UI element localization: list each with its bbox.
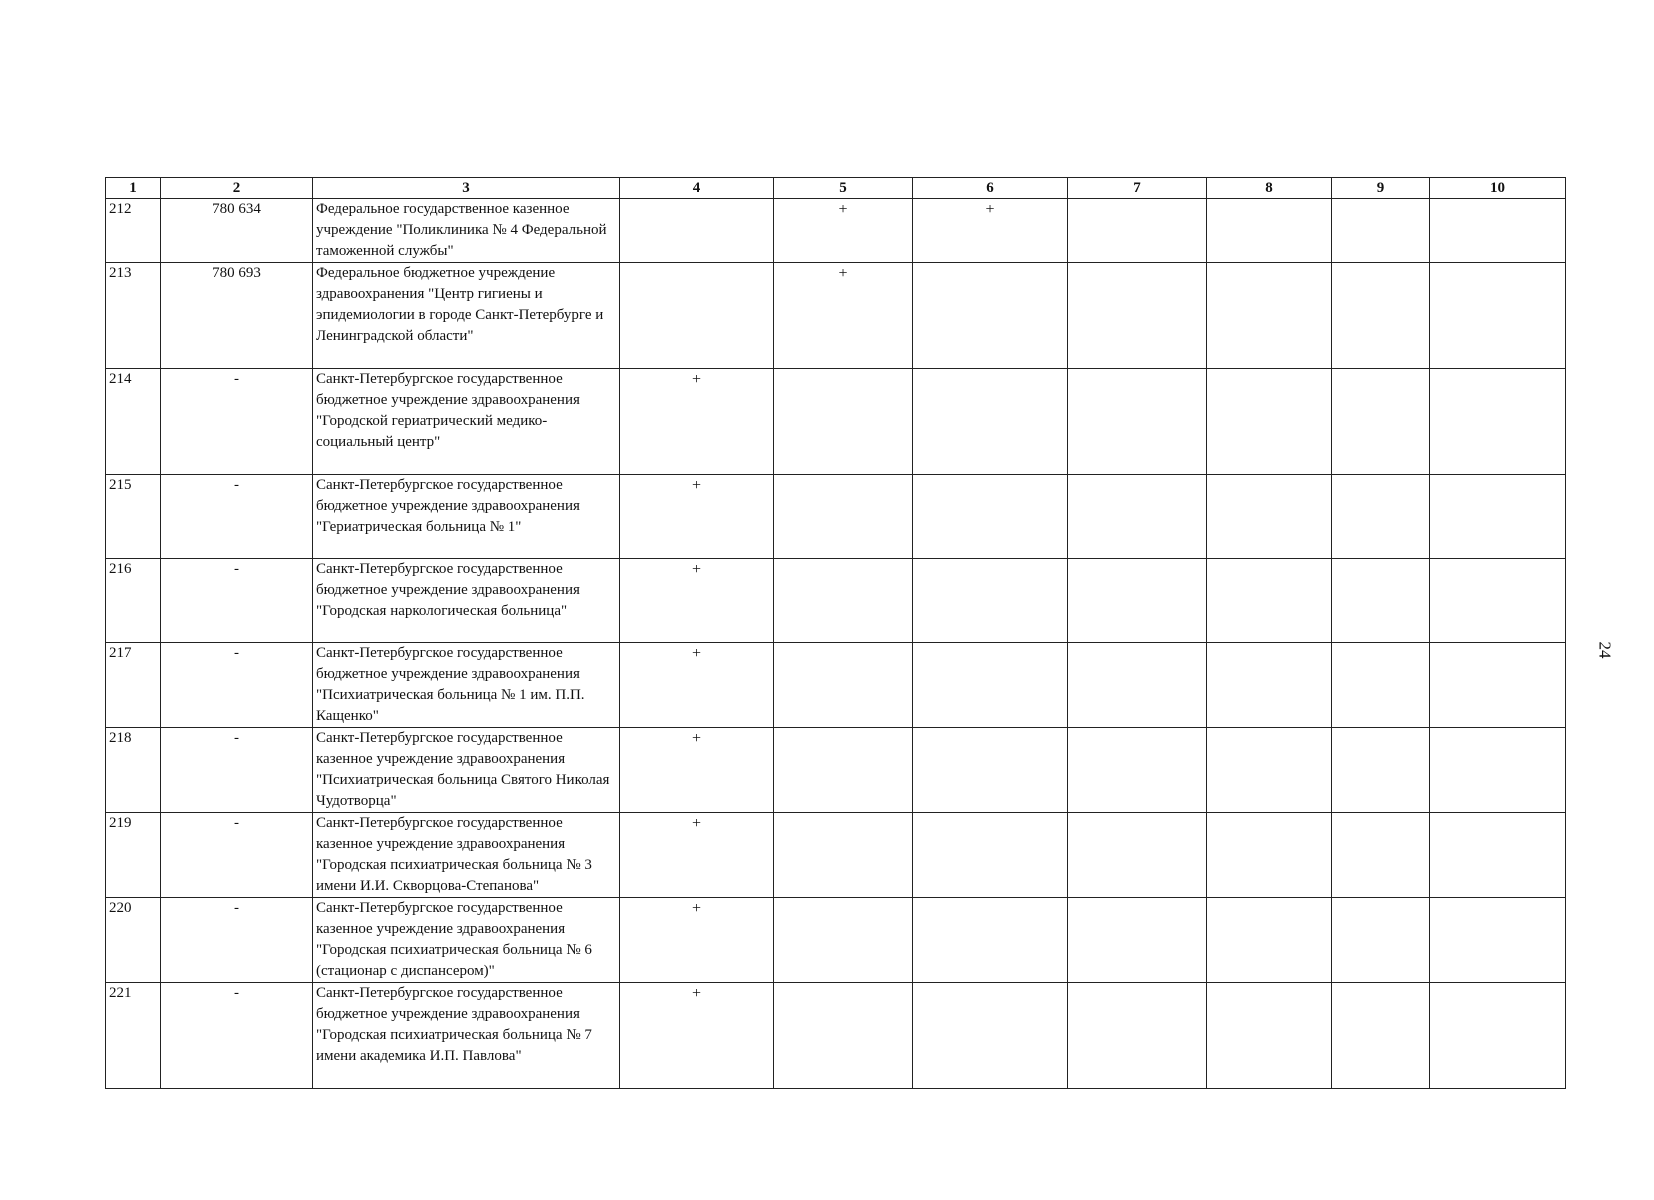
- row-code: -: [161, 559, 313, 643]
- row-col-7: [1068, 559, 1207, 643]
- row-col-9: [1332, 475, 1430, 559]
- row-col-9: [1332, 199, 1430, 263]
- row-name: Санкт-Петербургское государственное казенное учреждение здравоохранения "Городская психиатрическая больница № 6 (стационар с диспансером)": [313, 898, 620, 983]
- row-col-5: [774, 898, 913, 983]
- table-row: [106, 728, 1566, 813]
- row-col-4: +: [620, 643, 774, 728]
- header-col-5: 5: [774, 178, 913, 199]
- row-code: -: [161, 475, 313, 559]
- row-number: 212: [106, 199, 161, 263]
- row-col-10: [1430, 983, 1566, 1089]
- row-number: 215: [106, 475, 161, 559]
- row-col-9: [1332, 983, 1430, 1089]
- row-col-4: +: [620, 475, 774, 559]
- row-number: 218: [106, 728, 161, 813]
- row-code: 780 634: [161, 199, 313, 263]
- row-col-6: [913, 898, 1068, 983]
- table-row: [106, 199, 1566, 263]
- row-code: -: [161, 728, 313, 813]
- row-code: -: [161, 898, 313, 983]
- table-row: [106, 475, 1566, 559]
- row-col-4: +: [620, 898, 774, 983]
- row-col-6: [913, 263, 1068, 369]
- row-col-10: [1430, 898, 1566, 983]
- row-col-8: [1207, 983, 1332, 1089]
- header-col-6: 6: [913, 178, 1068, 199]
- header-col-9: 9: [1332, 178, 1430, 199]
- row-col-8: [1207, 728, 1332, 813]
- row-col-8: [1207, 643, 1332, 728]
- row-col-8: [1207, 559, 1332, 643]
- row-col-4: +: [620, 813, 774, 898]
- row-col-10: [1430, 813, 1566, 898]
- row-col-8: [1207, 263, 1332, 369]
- row-number: 213: [106, 263, 161, 369]
- row-code: -: [161, 813, 313, 898]
- row-col-6: [913, 475, 1068, 559]
- row-number: 217: [106, 643, 161, 728]
- row-col-4: [620, 199, 774, 263]
- header-col-7: 7: [1068, 178, 1207, 199]
- row-col-7: [1068, 475, 1207, 559]
- row-number: 214: [106, 369, 161, 475]
- row-col-7: [1068, 813, 1207, 898]
- row-col-5: +: [774, 263, 913, 369]
- row-col-6: +: [913, 199, 1068, 263]
- row-col-5: [774, 643, 913, 728]
- row-code: -: [161, 983, 313, 1089]
- table-body: [106, 199, 1566, 1089]
- row-name: Федеральное бюджетное учреждение здравоохранения "Центр гигиены и эпидемиологии в городе Санкт-Петербурге и Ленинградской области": [313, 263, 620, 369]
- registry-table: [105, 177, 1566, 1089]
- row-col-9: [1332, 559, 1430, 643]
- row-col-8: [1207, 199, 1332, 263]
- row-col-6: [913, 983, 1068, 1089]
- row-col-9: [1332, 369, 1430, 475]
- header-col-10: 10: [1430, 178, 1566, 199]
- row-col-4: [620, 263, 774, 369]
- row-col-10: [1430, 643, 1566, 728]
- row-col-7: [1068, 643, 1207, 728]
- row-name: Санкт-Петербургское государственное казенное учреждение здравоохранения "Психиатрическая больница Святого Николая Чудотворца": [313, 728, 620, 813]
- row-col-6: [913, 369, 1068, 475]
- row-col-5: [774, 983, 913, 1089]
- row-col-7: [1068, 369, 1207, 475]
- header-col-8: 8: [1207, 178, 1332, 199]
- row-col-9: [1332, 263, 1430, 369]
- row-col-5: [774, 559, 913, 643]
- row-col-8: [1207, 813, 1332, 898]
- row-name: Санкт-Петербургское государственное бюджетное учреждение здравоохранения "Городская наркологическая больница": [313, 559, 620, 643]
- row-col-10: [1430, 199, 1566, 263]
- row-number: 216: [106, 559, 161, 643]
- row-col-6: [913, 813, 1068, 898]
- header-col-1: 1: [106, 178, 161, 199]
- row-col-6: [913, 559, 1068, 643]
- row-col-10: [1430, 263, 1566, 369]
- row-code: -: [161, 643, 313, 728]
- row-col-10: [1430, 475, 1566, 559]
- row-col-4: +: [620, 728, 774, 813]
- row-name: Санкт-Петербургское государственное бюджетное учреждение здравоохранения "Психиатрическая больница № 1 им. П.П. Кащенко": [313, 643, 620, 728]
- row-number: 220: [106, 898, 161, 983]
- table-row: [106, 898, 1566, 983]
- row-col-8: [1207, 898, 1332, 983]
- row-col-7: [1068, 983, 1207, 1089]
- row-code: 780 693: [161, 263, 313, 369]
- table-row: [106, 983, 1566, 1089]
- row-col-7: [1068, 263, 1207, 369]
- row-col-4: +: [620, 559, 774, 643]
- row-col-10: [1430, 728, 1566, 813]
- row-col-5: +: [774, 199, 913, 263]
- table-row: [106, 263, 1566, 369]
- row-col-6: [913, 643, 1068, 728]
- table-row: [106, 813, 1566, 898]
- row-code: -: [161, 369, 313, 475]
- row-col-7: [1068, 728, 1207, 813]
- page-number: 24: [1595, 641, 1615, 659]
- row-col-9: [1332, 728, 1430, 813]
- row-col-5: [774, 475, 913, 559]
- row-number: 221: [106, 983, 161, 1089]
- row-col-5: [774, 813, 913, 898]
- row-col-7: [1068, 199, 1207, 263]
- table-row: [106, 643, 1566, 728]
- row-col-7: [1068, 898, 1207, 983]
- row-name: Санкт-Петербургское государственное бюджетное учреждение здравоохранения "Городская психиатрическая больница № 7 имени академика И.П. Павлова": [313, 983, 620, 1089]
- table-header: [106, 178, 1566, 199]
- table-row: [106, 559, 1566, 643]
- row-col-10: [1430, 559, 1566, 643]
- row-name: Федеральное государственное казенное учреждение "Поликлиника № 4 Федеральной таможенной службы": [313, 199, 620, 263]
- row-col-6: [913, 728, 1068, 813]
- row-col-5: [774, 369, 913, 475]
- row-col-5: [774, 728, 913, 813]
- row-col-9: [1332, 898, 1430, 983]
- row-name: Санкт-Петербургское государственное бюджетное учреждение здравоохранения "Городской гериатрический медико-социальный центр": [313, 369, 620, 475]
- header-col-2: 2: [161, 178, 313, 199]
- row-col-9: [1332, 813, 1430, 898]
- header-row: [106, 178, 1566, 199]
- row-number: 219: [106, 813, 161, 898]
- header-col-4: 4: [620, 178, 774, 199]
- row-col-8: [1207, 475, 1332, 559]
- table-row: [106, 369, 1566, 475]
- row-col-4: +: [620, 983, 774, 1089]
- row-col-10: [1430, 369, 1566, 475]
- row-col-8: [1207, 369, 1332, 475]
- row-col-9: [1332, 643, 1430, 728]
- row-col-4: +: [620, 369, 774, 475]
- row-name: Санкт-Петербургское государственное бюджетное учреждение здравоохранения "Гериатрическая больница № 1": [313, 475, 620, 559]
- header-col-3: 3: [313, 178, 620, 199]
- row-name: Санкт-Петербургское государственное казенное учреждение здравоохранения "Городская психиатрическая больница № 3 имени И.И. Скворцова-Степанова": [313, 813, 620, 898]
